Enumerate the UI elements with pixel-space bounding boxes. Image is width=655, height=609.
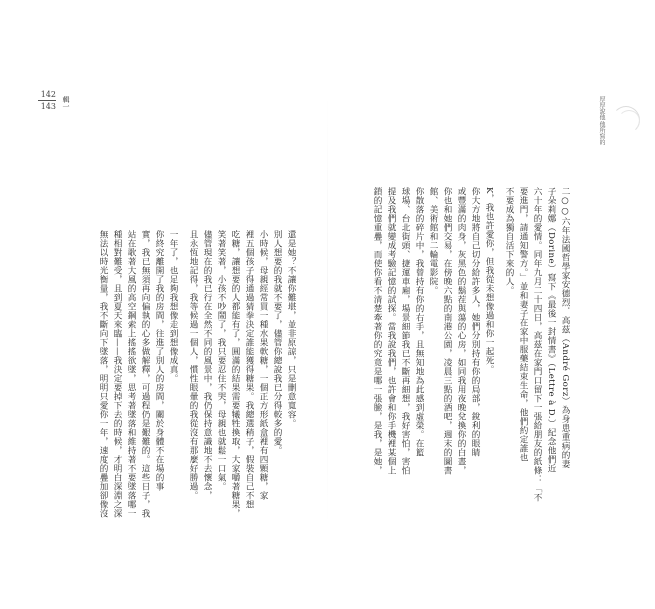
left-page-text	[98, 230, 298, 550]
page-number-folio	[38, 90, 56, 111]
text-line: 吃糖，讓想要的人都能有了，圓滿的結果需要犧牲換取，大家嚼著糖果，	[230, 230, 240, 518]
text-line: 小時候，母親經常買一種水果軟糖，一個正方形紙盒裡有四顆糖，家	[258, 230, 268, 500]
text-line: 六十年的愛情。同年九月二十四日，高茲在家門口留下一張給朋友的紙條：「不	[532, 187, 542, 502]
text-line: 站在歌著大風的高空鋼索上搖搖欲墜，思考著墜落和維持著不要墜落哪一	[126, 230, 136, 518]
text-line: 儘管現在的我已行在全然不同的風景中，我仍保持意識地不去懷念，	[202, 230, 212, 500]
text-line: 種相對難受，且到夏天來臨——我決定要掉下去的時候，才明白深淵之深	[112, 230, 122, 518]
text-line: 館、美術館和二輪電影院。	[428, 187, 438, 295]
text-line: 且永恆地記得，我等候過一個人，慣性眼暈的我從沒有那麼好勝過。	[188, 230, 198, 500]
text-line: 無法以時光衡量，我不斷向下墜落，明明只愛你一年，速度的疊加卻像沒	[98, 230, 108, 518]
text-line: 你終究離開了我的房間，往進了別人的房間，關於身體不在場的事	[154, 230, 164, 491]
text-line: 要進門，請通知警方。」並和妻子在家中服藥結束生命，他們約定誰也	[518, 187, 528, 462]
text-line: 或豐滿的肉身，灰黑色的鬍茬與蕩的心房，如同我用夜晚兌換你的白晝，	[456, 187, 466, 475]
right-page-text	[350, 187, 572, 542]
page-gutter	[327, 90, 328, 530]
right-page-number: 143	[40, 102, 56, 111]
text-line: 一年了，也足夠我想像走到想像成真。	[168, 230, 178, 383]
text-line: 你也和她們交易，在傍晚六點的南港公園，凌晨三點的酒吧，週末的圖書	[442, 187, 452, 475]
text-line: 鎖的記憶重疊，而使你看不清楚牽著你的究竟是哪一張臉，是我，是她，	[372, 187, 382, 475]
text-line: 笑著笑著，小孩不吵鬧了，我只要忍住不哭，母親也就鬆一口氣。	[216, 230, 226, 491]
folio-rule	[38, 100, 56, 101]
corner-ornament-inner	[618, 110, 640, 132]
text-line: 二○○六年法國哲學家安德烈．高茲（André Gorz）為身患重病的妻	[560, 187, 570, 469]
text-line: 子朵莉娜（Dorine）寫下《最後一封情書》（Lettre à D.）紀念他們近	[546, 187, 556, 473]
text-line: 還是她？不讓你難堪，並非原諒，只是刪意寬容。	[286, 230, 296, 428]
text-line: 你散落的碎片中，我曾持有你的右手，且無知地為此感到虛榮。在籃	[414, 187, 424, 457]
text-line: 球場、台北街頭、捷運車廂，場景細節我已不斷再細想，我好害怕，害怕	[400, 187, 410, 475]
text-line: 別人想要的我就不要了，儘管你總說我已分得較多的愛。	[272, 230, 282, 455]
left-page-number: 142	[40, 90, 56, 99]
running-title	[598, 96, 605, 145]
text-line: 你大方地將自己切分給許多人，她們分別持有你的局部，銳利的眼睛	[470, 187, 480, 457]
running-title-line: 他所寫的	[598, 121, 605, 145]
text-line: 提及我們就變成考驗記憶的試探。當我說我們，也許會和你手機裡某個上	[386, 187, 396, 475]
text-line: 實，我已無須再向偏執的心多做解釋，可過程仍是艱難的。這些日子，我	[140, 230, 150, 518]
chapter-mark: 輯一	[62, 96, 70, 110]
text-line: 不要成為獨自活下來的人。	[504, 187, 514, 295]
text-line: 裡五個孩子得通過猜拳決定誰能獲得糖果。我總選稍子，假裝自己不想	[244, 230, 254, 509]
text-line: K，我也許愛你，但我從未想像過和你一起死。	[484, 187, 494, 374]
running-title-line: 厚厚說他	[598, 96, 605, 120]
